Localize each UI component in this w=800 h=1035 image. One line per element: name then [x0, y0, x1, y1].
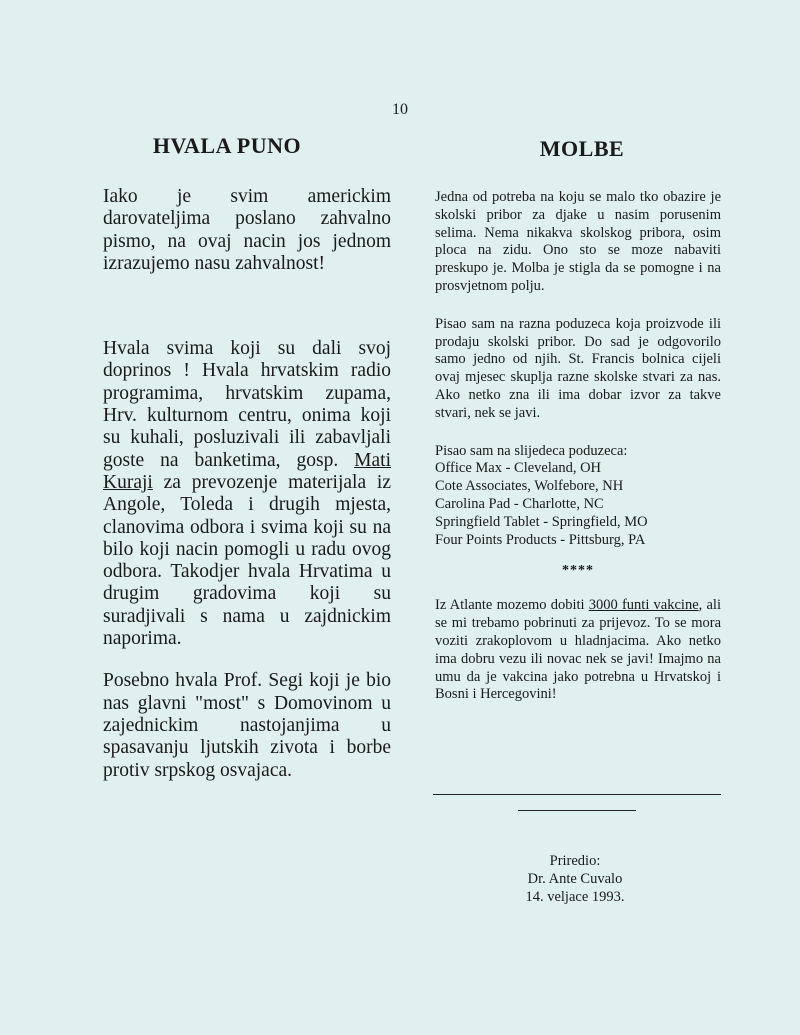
company-list: [435, 460, 721, 549]
right-column: [435, 133, 721, 704]
list-item: Office Max - Cleveland, OH: [435, 460, 602, 477]
right-paragraph-4-start: Iz Atlante mozemo dobiti: [435, 597, 589, 614]
left-paragraph-2: [103, 338, 391, 650]
left-column: [103, 133, 391, 782]
left-paragraph-1: Iako je svim americkim darovateljima poslano zahvalno pismo, na ovaj nacin jos jednom izrazujemo nasu zahvalnost!: [103, 186, 391, 274]
left-paragraph-2-end: za prevozenje materijala iz Angole, Toleda i drugih mjesta, clanovima odbora i svima koji su na bilo koji nacin pomogli u radu ovog odbora. Takodjer hvala Hrvatima u drugim gradovima koji su suradjivali s nama u zajdnickim naporima.: [103, 471, 391, 650]
left-paragraph-3: Posebno hvala Prof. Segi koji je bio nas glavni "most" s Domovinom u zajednickim nastojanjima u spasavanju ljutskih zivota i borbe protiv srpskog osvajaca.: [103, 670, 391, 781]
list-item: Four Points Products - Pittsburg, PA: [435, 531, 646, 548]
left-paragraph-2-start: Hvala svima koji su dali svoj doprinos ! Hvala hrvatskim radio programima, hrvatskim zupama, Hrv. kulturnom centru, onima koji su kuhali, posluzivali ili zabavljali goste na banketima, gosp.: [103, 338, 391, 471]
signature-label: Priredio:: [549, 853, 601, 869]
list-item: Cote Associates, Wolfebore, NH: [435, 478, 624, 495]
list-item: Springfield Tablet - Springfield, MO: [435, 513, 648, 530]
right-paragraph-2: Pisao sam na razna poduzeca koja proizvode ili prodaju skolski pribor. Do sad je odgovorilo samo jedno od njih. St. Francis bolnica cijeli ovaj mjesec skuplja razne skolske stvari za nas. Ako netko zna ili ima dobar izvor za takve stvari, nek se javi.: [435, 315, 721, 421]
underlined-amount: 3000 funti vakcine: [588, 597, 699, 614]
right-paragraph-4: [435, 597, 721, 704]
divider-short: [518, 810, 636, 811]
left-heading: HVALA PUNO: [152, 133, 302, 158]
right-paragraph-3-intro: Pisao sam na slijedeca poduzeca:: [435, 442, 628, 459]
right-paragraph-4-end: , ali se mi trebamo pobrinuti za prijevoz. To se mora voziti zrakoplovom u hladnjacima. Ako netko ima dobru vezu ili novac nek se javi! Imajmo na umu da je vakcina jako potrebna u Hrvatskoj i Bosni i Hercegovini!: [435, 597, 721, 703]
signature-date: 14. veljace 1993.: [525, 889, 625, 905]
signature-block: [480, 852, 670, 906]
right-paragraph-1: Jedna od potreba na koju se malo tko obazire je skolski pribor za djake u nasim porusenim selima. Nema nikakva skolskog pribora, osim ploca na zidu. Ono sto se moze nabaviti preskupo je. Molba je stigla da se pomogne i na prosvjetnom polju.: [435, 189, 721, 294]
divider-long: [433, 794, 721, 795]
signature-name: Dr. Ante Cuvalo: [527, 871, 623, 887]
page-number: 10: [392, 101, 408, 118]
underlined-name: Mati Kuraji: [103, 449, 391, 493]
right-heading: MOLBE: [539, 136, 625, 161]
list-item: Carolina Pad - Charlotte, NC: [435, 495, 604, 512]
section-separator: ****: [562, 563, 594, 579]
